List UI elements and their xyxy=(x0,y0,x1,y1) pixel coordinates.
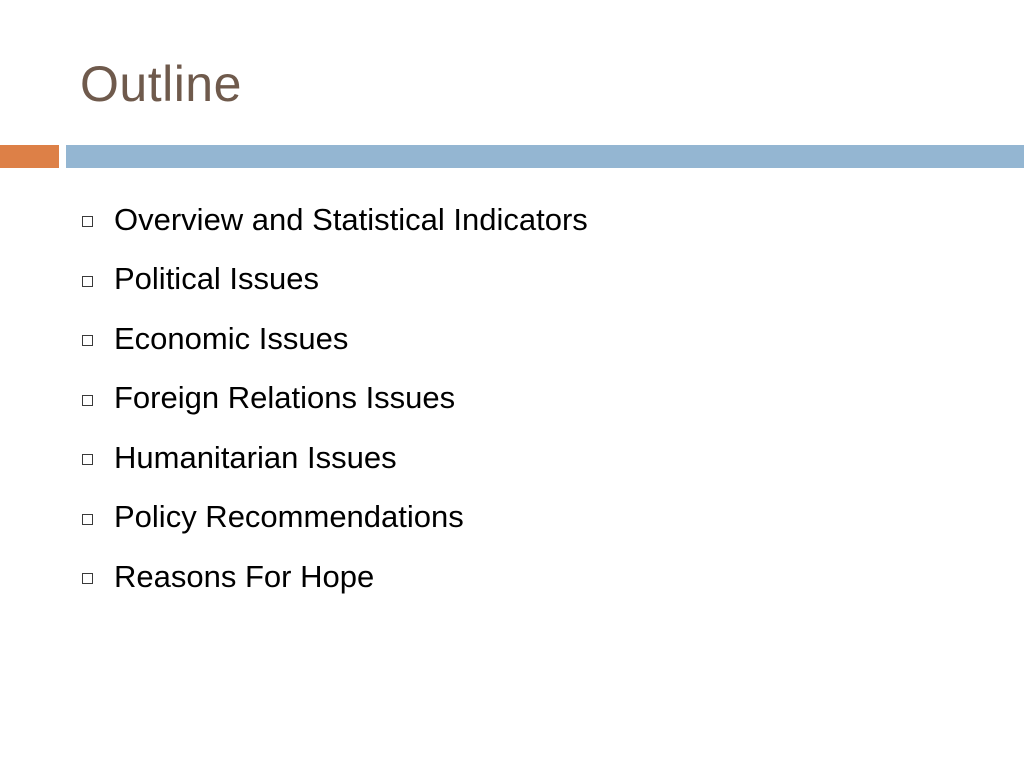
accent-bar-orange xyxy=(0,145,59,168)
list-item-text: Reasons For Hope xyxy=(114,558,375,594)
list-item-text: Political Issues xyxy=(114,261,320,297)
list-item xyxy=(82,488,588,548)
list-item xyxy=(82,428,588,488)
list-item xyxy=(82,190,588,250)
list-item-text: Overview and Statistical Indicators xyxy=(114,201,588,237)
list-item xyxy=(82,369,588,429)
list-item-text: Economic Issues xyxy=(114,320,349,356)
list-item xyxy=(82,309,588,369)
square-bullet-icon xyxy=(82,216,93,227)
slide-title: Outline xyxy=(80,56,242,112)
list-item-text: Humanitarian Issues xyxy=(114,439,397,475)
list-item-text: Policy Recommendations xyxy=(114,499,464,535)
square-bullet-icon xyxy=(82,395,93,406)
square-bullet-icon xyxy=(82,335,93,346)
square-bullet-icon xyxy=(82,276,93,287)
list-item-text: Foreign Relations Issues xyxy=(114,380,456,416)
list-item xyxy=(82,250,588,310)
list-item xyxy=(82,547,588,607)
square-bullet-icon xyxy=(82,573,93,584)
square-bullet-icon xyxy=(82,454,93,465)
square-bullet-icon xyxy=(82,514,93,525)
outline-list xyxy=(82,190,588,607)
accent-bar-blue xyxy=(66,145,1024,168)
